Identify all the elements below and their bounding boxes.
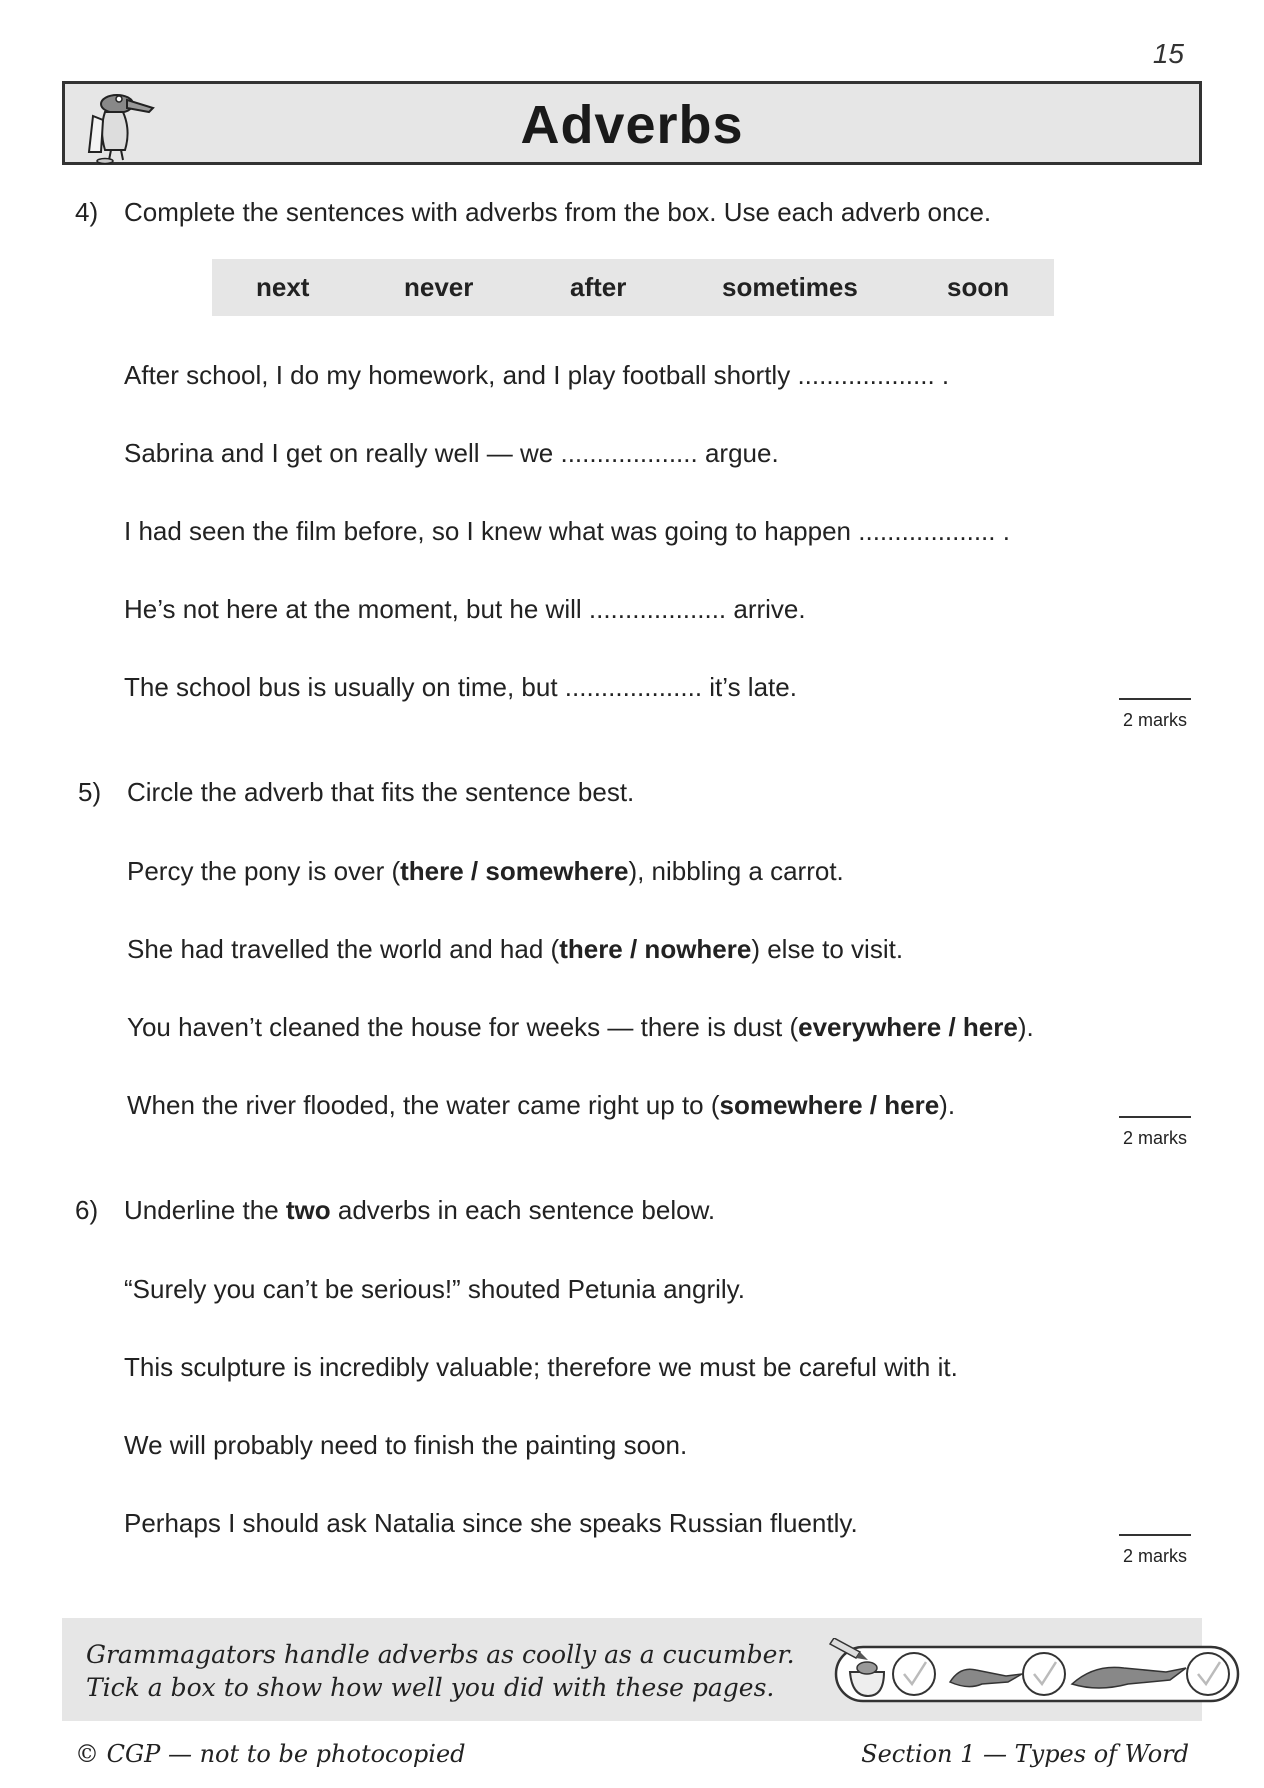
- marks-line: [1119, 1534, 1191, 1536]
- adverb-word-box: [212, 259, 1054, 316]
- q4-sentence: [124, 360, 949, 391]
- title-bar: [62, 81, 1202, 165]
- sentence-text: ).: [1017, 1012, 1034, 1042]
- marks-line: [1119, 1116, 1191, 1118]
- q6-number: 6): [75, 1195, 99, 1225]
- q6-sentence[interactable]: We will probably need to finish the painting soon.: [124, 1430, 688, 1460]
- instruction-text: adverbs in each sentence below.: [337, 1195, 716, 1225]
- marks-label: 2 marks: [1122, 1546, 1187, 1566]
- word-box-item: after: [570, 272, 627, 302]
- sentence-text: He’s not here at the moment, but he will: [124, 594, 582, 624]
- q4-marks: [1119, 698, 1191, 731]
- answer-blank[interactable]: ...................: [858, 516, 996, 546]
- q5-sentence: [127, 1090, 955, 1121]
- word-box-item: sometimes: [722, 272, 858, 302]
- q4-instruction: Complete the sentences with adverbs from the box. Use each adverb once.: [124, 197, 992, 227]
- adverb-options[interactable]: somewhere / here: [719, 1090, 940, 1120]
- q6-instruction: [124, 1195, 715, 1226]
- answer-blank[interactable]: ...................: [564, 672, 703, 702]
- sentence-text: argue.: [704, 438, 779, 468]
- instruction-emphasis: two: [285, 1195, 331, 1225]
- sentence-text: When the river flooded, the water came right up to (: [127, 1090, 720, 1120]
- tick-box[interactable]: [1023, 1653, 1065, 1695]
- sentence-text: She had travelled the world and had (: [127, 934, 560, 964]
- q4-sentence: [124, 438, 779, 469]
- marks-label: 2 marks: [1122, 1128, 1187, 1148]
- sentence-text: ), nibbling a carrot.: [628, 856, 844, 886]
- q6-sentence[interactable]: Perhaps I should ask Natalia since she speaks Russian fluently.: [124, 1508, 858, 1538]
- sentence-text: After school, I do my homework, and I play football shortly: [124, 360, 791, 390]
- marks-label: 2 marks: [1122, 710, 1187, 730]
- q6-sentence[interactable]: This sculpture is incredibly valuable; therefore we must be careful with it.: [124, 1352, 958, 1382]
- footer-line-1: Grammagators handle adverbs as coolly as a cucumber.: [86, 1640, 795, 1669]
- q6-marks: [1119, 1534, 1191, 1567]
- adverb-options[interactable]: there / somewhere: [400, 856, 629, 886]
- sentence-text: ).: [939, 1090, 956, 1120]
- sentence-text: Sabrina and I get on really well — we: [124, 438, 554, 468]
- adverb-options[interactable]: everywhere / here: [798, 1012, 1018, 1042]
- q5-sentence: [127, 934, 903, 965]
- sentence-text: ) else to visit.: [751, 934, 904, 964]
- sentence-text: it’s late.: [709, 672, 797, 702]
- instruction-text: Underline the: [124, 1195, 279, 1225]
- answer-blank[interactable]: ...................: [560, 438, 698, 468]
- q4-number: 4): [75, 197, 99, 227]
- q6-sentence[interactable]: “Surely you can’t be serious!” shouted Petunia angrily.: [124, 1274, 745, 1304]
- q5-marks: [1119, 1116, 1191, 1149]
- tick-box-scale: [772, 1638, 1242, 1708]
- section-label: Section 1 — Types of Word: [861, 1740, 1189, 1768]
- q4-sentence: [124, 672, 797, 703]
- q5-instruction: Circle the adverb that fits the sentence best.: [127, 777, 635, 807]
- adverb-options[interactable]: there / nowhere: [559, 934, 752, 964]
- q4-sentence: [124, 516, 1010, 547]
- copyright-notice: © CGP — not to be photocopied: [75, 1740, 466, 1768]
- word-box-item: never: [404, 272, 474, 302]
- sentence-text: You haven’t cleaned the house for weeks — there is dust (: [127, 1012, 799, 1042]
- word-box-item: soon: [947, 272, 1010, 302]
- page-title: Adverbs: [520, 95, 744, 155]
- q5-number: 5): [78, 777, 102, 807]
- sentence-text: Percy the pony is over (: [127, 856, 401, 886]
- answer-blank[interactable]: ...................: [797, 360, 935, 390]
- q5-sentence: [127, 856, 844, 887]
- page-number: 15: [1152, 38, 1184, 69]
- tick-box[interactable]: [1187, 1653, 1229, 1695]
- footer-line-2: Tick a box to show how well you did with these pages.: [86, 1673, 775, 1702]
- self-assessment-panel: [62, 1618, 1202, 1721]
- marks-line: [1119, 698, 1191, 700]
- q5-sentence: [127, 1012, 1034, 1043]
- sentence-text: I had seen the film before, so I knew what was going to happen: [124, 516, 852, 546]
- tick-box[interactable]: [893, 1653, 935, 1695]
- sentence-text: .: [1002, 516, 1010, 546]
- answer-blank[interactable]: ...................: [588, 594, 727, 624]
- sentence-text: The school bus is usually on time, but: [124, 672, 558, 702]
- sentence-text: arrive.: [733, 594, 806, 624]
- word-box-item: next: [256, 272, 310, 302]
- q4-sentence: [124, 594, 806, 625]
- sentence-text: .: [941, 360, 950, 390]
